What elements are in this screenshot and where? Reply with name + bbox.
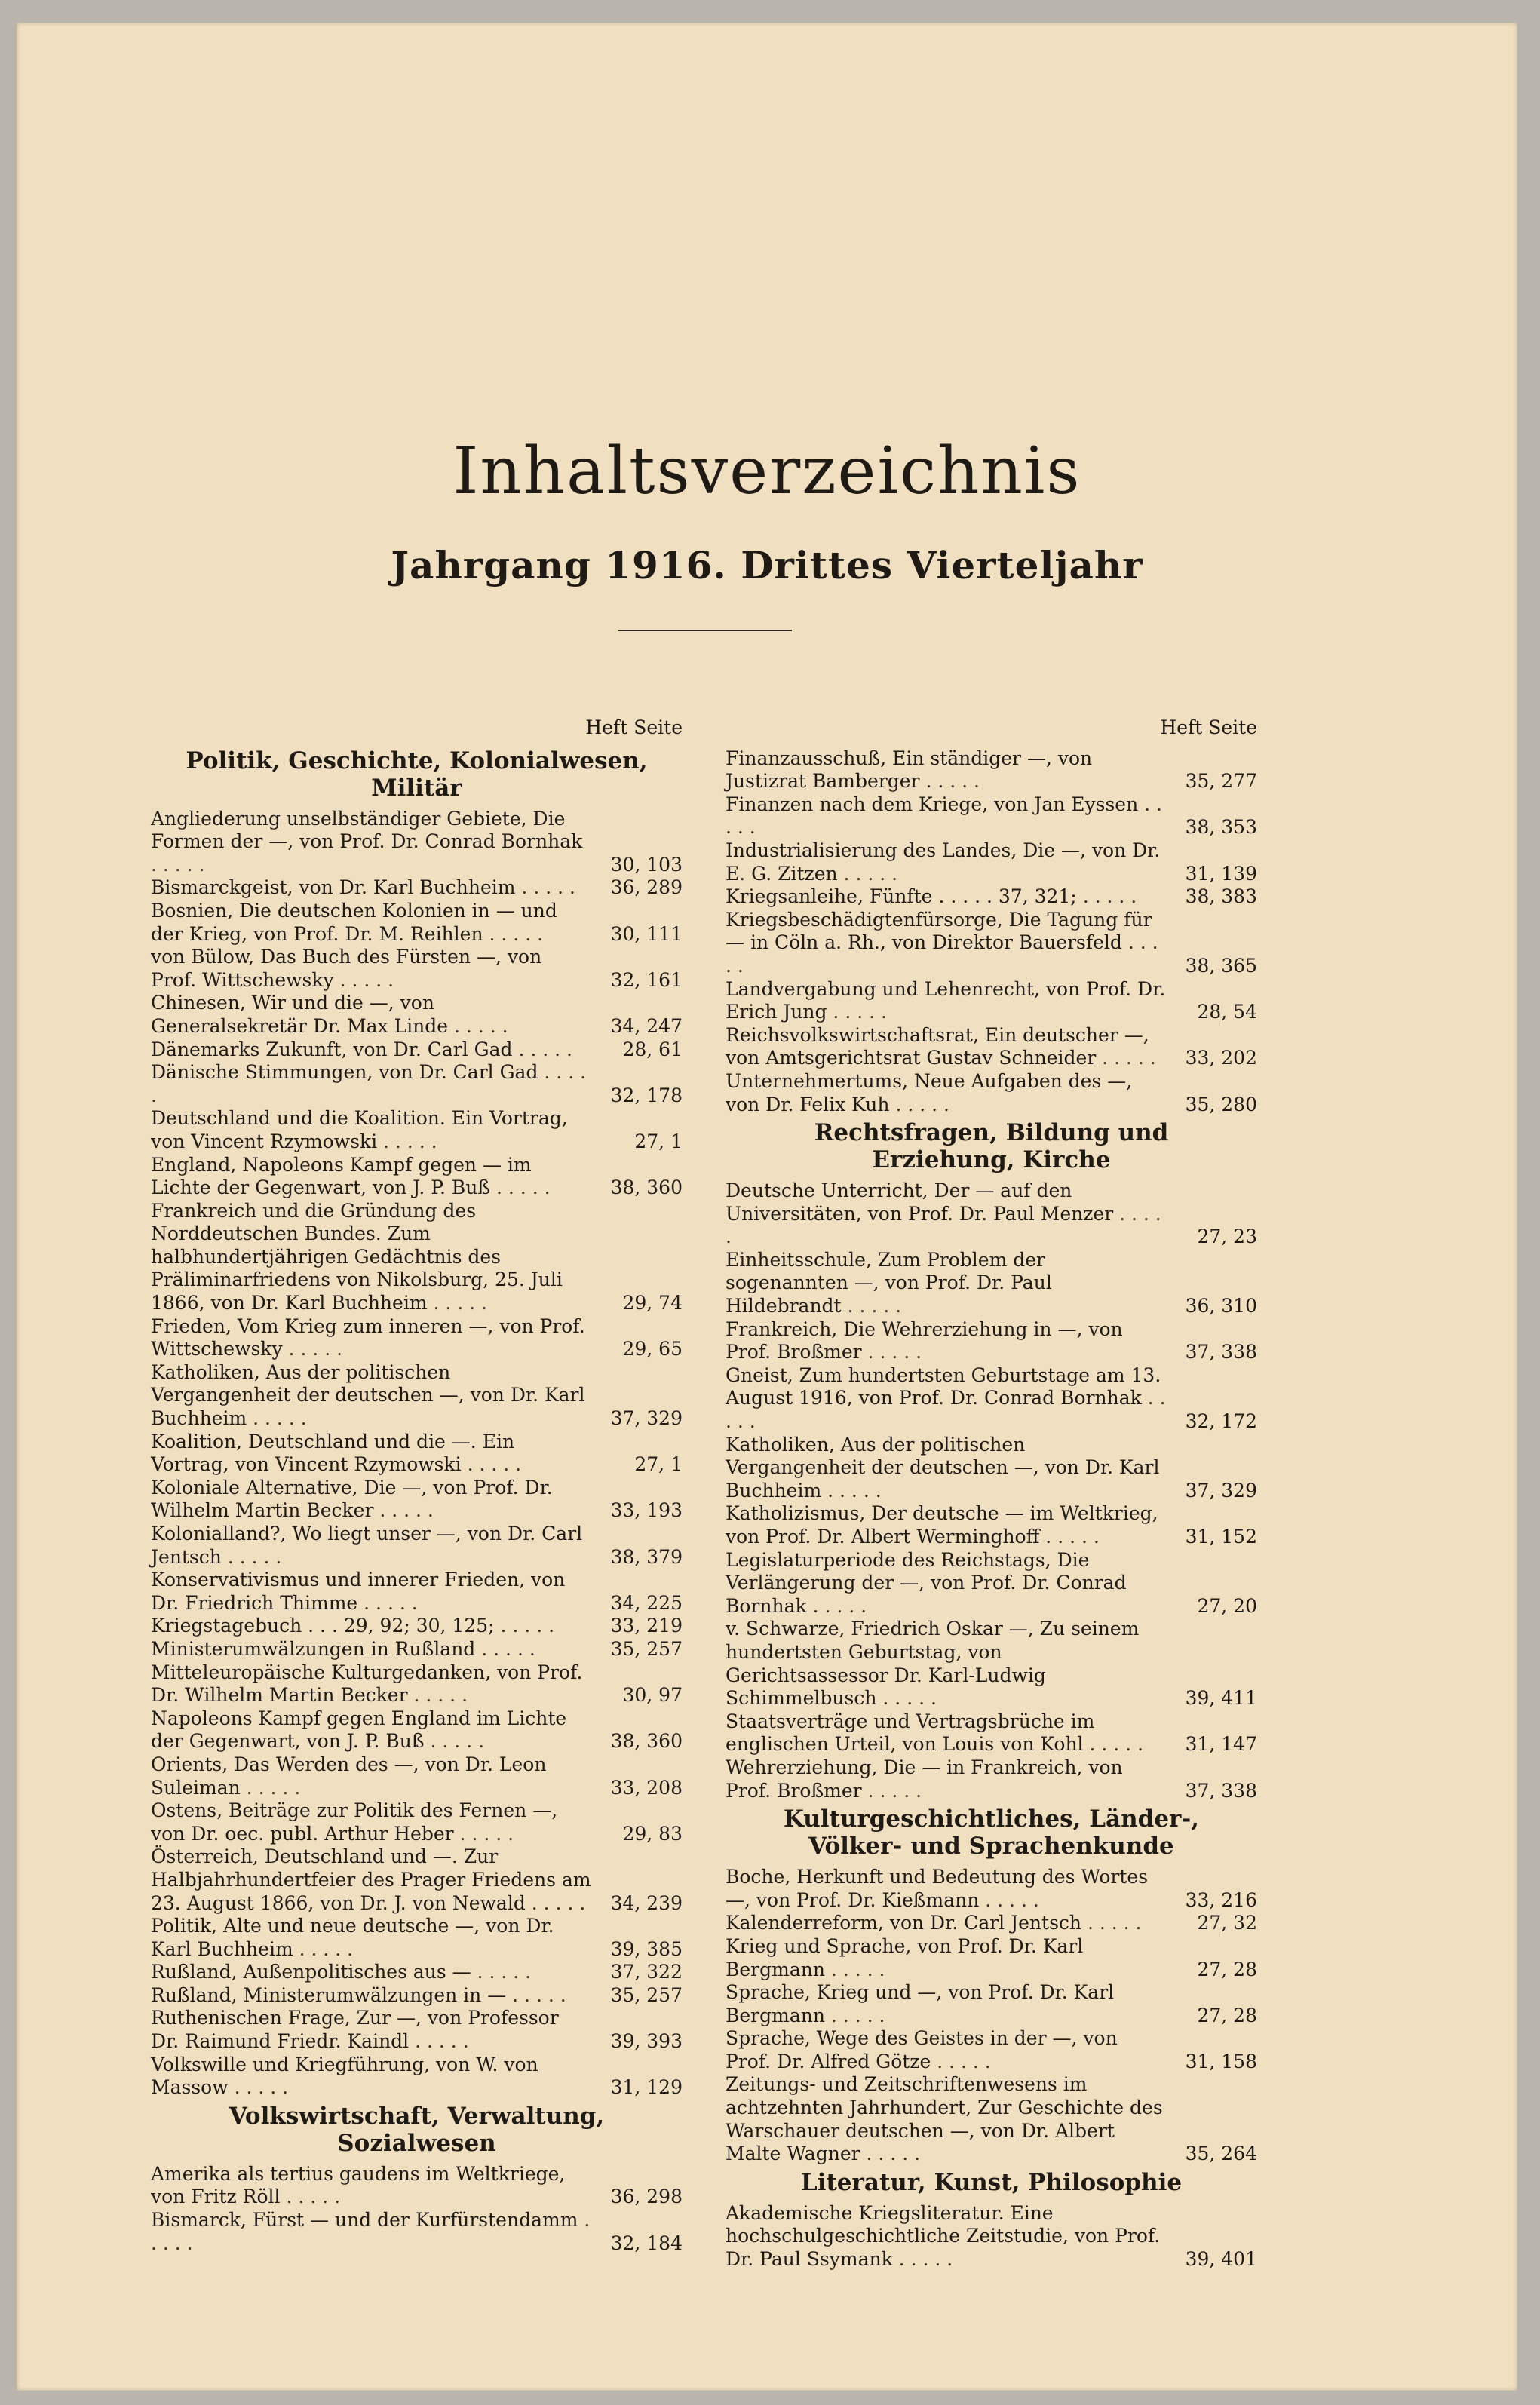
toc-entry <box>726 839 1257 885</box>
section-heading: Volkswirtschaft, Verwaltung, Sozialwesen <box>229 2102 605 2157</box>
entry-title: Sprache, Krieg und —, von Prof. Dr. Karl Bergmann . . . <box>726 1981 1167 2027</box>
entry-pages: 35, 264 <box>1185 2143 1257 2165</box>
entry-pages: 33, 208 <box>610 1776 683 1799</box>
toc-entry <box>151 2007 683 2053</box>
entry-title: Katholiken, Aus der politischen Vergangenheit der deutschen —, von Dr. Karl Buchheim . . . <box>726 1434 1167 1503</box>
toc-entry <box>726 1935 1257 1981</box>
entry-pages: 27, 23 <box>1197 1226 1257 1248</box>
toc-entry <box>151 1915 683 1961</box>
entry-title: Deutschland und die Koalition. Ein Vortrag, von Vincent Rzymowski . . . <box>151 1107 592 1153</box>
toc-entry <box>151 1200 683 1315</box>
toc-entry <box>151 1523 683 1569</box>
toc-entry <box>726 1756 1257 1802</box>
entry-pages: 28, 61 <box>622 1038 683 1060</box>
toc-entry <box>151 1615 683 1638</box>
toc-entry <box>151 808 683 877</box>
toc-entry <box>151 1431 683 1477</box>
entry-title: Ruthenischen Frage, Zur —, von Professor Dr. Raimund Friedr. Kaindl . . . <box>151 2007 592 2053</box>
entry-title: England, Napoleons Kampf gegen — im Lichte der Gegenwart, von J. P. Buß . . . <box>151 1154 592 1200</box>
entry-pages: 27, 32 <box>1197 1912 1257 1934</box>
entry-pages: 28, 54 <box>1197 1001 1257 1023</box>
entry-title: Boche, Herkunft und Bedeutung des Wortes —, von Prof. Dr. Kießmann . . . <box>726 1866 1167 1912</box>
entry-title: Zeitungs- und Zeitschriftenwesens im achtzehnten Jahrhundert, Zur Geschichte des Warschauer deutschen —, von Dr. Albert Malte Wagner . . . <box>726 2073 1167 2165</box>
entry-pages: 32, 178 <box>610 1084 683 1106</box>
entry-pages: 38, 360 <box>610 1730 683 1753</box>
entry-pages: 31, 129 <box>610 2076 683 2099</box>
right-column <box>726 716 1257 2272</box>
toc-entry <box>151 2163 683 2209</box>
entry-title: Reichsvolkswirtschaftsrat, Ein deutscher —, von Amtsgerichtsrat Gustav Schneider . . . <box>726 1024 1167 1070</box>
entry-pages: 36, 298 <box>610 2186 683 2208</box>
toc-entry <box>726 1981 1257 2027</box>
entry-pages: 33, 193 <box>610 1499 683 1522</box>
entry-title: von Bülow, Das Buch des Fürsten —, von Prof. Wittschewsky . . . <box>151 946 592 992</box>
toc-entry <box>726 747 1257 793</box>
toc-entry <box>726 2027 1257 2073</box>
toc-entry <box>726 1318 1257 1364</box>
entry-title: Kalenderreform, von Dr. Carl Jentsch . . . <box>726 1912 1167 1935</box>
entry-title: Amerika als tertius gaudens im Weltkriege, von Fritz Röll . . . <box>151 2163 592 2209</box>
entry-pages: 39, 411 <box>1185 1687 1257 1710</box>
page-subtitle: Jahrgang 1916. Drittes Vierteljahr <box>391 543 1143 587</box>
entry-title: v. Schwarze, Friedrich Oskar —, Zu seinem hundertsten Geburtstag, von Gerichtsassessor Dr. Karl-Ludwig Schimmelbusch . . . <box>726 1618 1167 1710</box>
entry-pages: 31, 152 <box>1185 1526 1257 1548</box>
left-column <box>151 716 683 2255</box>
toc-entry <box>726 1618 1257 1710</box>
entry-title: Sprache, Wege des Geistes in der —, von Prof. Dr. Alfred Götze . . . <box>726 2027 1167 2073</box>
entry-title: Legislaturperiode des Reichstags, Die Verlängerung der —, von Prof. Dr. Conrad Bornhak . . . <box>726 1549 1167 1618</box>
section-heading: Literatur, Kunst, Philosophie <box>800 2168 1183 2196</box>
toc-entry <box>151 1061 683 1107</box>
toc-entry <box>151 1107 683 1153</box>
entry-pages: 34, 239 <box>610 1891 683 1914</box>
entry-title: Dänemarks Zukunft, von Dr. Carl Gad . . . <box>151 1038 592 1062</box>
toc-entry <box>151 1361 683 1431</box>
entry-pages: 35, 257 <box>610 1637 683 1660</box>
toc-entry <box>726 1502 1257 1548</box>
toc-entry <box>151 946 683 992</box>
entry-title: Einheitsschule, Zum Problem der sogenannten —, von Prof. Dr. Paul Hildebrandt . . . <box>726 1249 1167 1318</box>
entry-title: Bismarck, Fürst — und der Kurfürstendamm . . . <box>151 2209 592 2255</box>
column-header-right: Heft Seite <box>1160 716 1257 738</box>
section-heading: Rechtsfragen, Bildung und Erziehung, Kirche <box>814 1119 1169 1174</box>
entry-pages: 29, 65 <box>622 1338 683 1360</box>
entry-title: Finanzausschuß, Ein ständiger —, von Justizrat Bamberger . . . <box>726 747 1167 793</box>
entry-pages: 38, 360 <box>610 1176 683 1199</box>
entry-title: Chinesen, Wir und die —, von Generalsekretär Dr. Max Linde . . . <box>151 992 592 1038</box>
section-heading: Kulturgeschichtliches, Länder-, Völker- und Sprachenkunde <box>783 1805 1200 1861</box>
entry-title: Rußland, Außenpolitisches aus — . . . <box>151 1961 592 1984</box>
toc-entry <box>151 1638 683 1661</box>
entry-title: Staatsverträge und Vertragsbrüche im englischen Urteil, von Louis von Kohl . . . <box>726 1710 1167 1756</box>
entry-title: Akademische Kriegsliteratur. Eine hochschulgeschichtliche Zeitstudie, von Prof. Dr. Paul Ssymank . . . <box>726 2202 1167 2272</box>
entry-pages: 39, 393 <box>610 2030 683 2053</box>
toc-entry <box>726 1912 1257 1935</box>
entry-pages: 33, 216 <box>1185 1888 1257 1911</box>
entry-pages: 29, 83 <box>622 1822 683 1845</box>
entry-title: Landvergabung und Lehenrecht, von Prof. Dr. Erich Jung . . . <box>726 978 1167 1024</box>
entry-title: Bismarckgeist, von Dr. Karl Buchheim . . . <box>151 876 592 900</box>
entry-title: Kriegsbeschädigtenfürsorge, Die Tagung für — in Cöln a. Rh., von Direktor Bauersfeld . . . <box>726 909 1167 978</box>
document-page <box>17 23 1517 2391</box>
left-entry-list <box>151 747 683 2256</box>
entry-pages: 31, 139 <box>1185 862 1257 885</box>
toc-entry <box>151 1477 683 1523</box>
entry-pages: 30, 97 <box>622 1684 683 1707</box>
section-heading: Politik, Geschichte, Kolonialwesen, Militär <box>186 747 648 802</box>
entry-title: Deutsche Unterricht, Der — auf den Universitäten, von Prof. Dr. Paul Menzer . . . <box>726 1179 1167 1249</box>
entry-title: Konservativismus und innerer Frieden, von Dr. Friedrich Thimme . . . <box>151 1569 592 1615</box>
entry-title: Ostens, Beiträge zur Politik des Fernen —, von Dr. oec. publ. Arthur Heber . . . <box>151 1799 592 1845</box>
toc-entry <box>726 1364 1257 1434</box>
toc-entry <box>151 2209 683 2255</box>
toc-entry <box>726 793 1257 839</box>
toc-entry <box>726 2073 1257 2165</box>
entry-title: Katholiken, Aus der politischen Vergangenheit der deutschen —, von Dr. Karl Buchheim . . . <box>151 1361 592 1431</box>
entry-pages: 33, 219 <box>610 1615 683 1637</box>
entry-pages: 36, 310 <box>1185 1295 1257 1318</box>
toc-entry <box>726 1179 1257 1249</box>
entry-title: Koloniale Alternative, Die —, von Prof. Dr. Wilhelm Martin Becker . . . <box>151 1477 592 1523</box>
entry-title: Krieg und Sprache, von Prof. Dr. Karl Bergmann . . . <box>726 1935 1167 1981</box>
toc-entry <box>726 1249 1257 1318</box>
entry-pages: 36, 289 <box>610 876 683 899</box>
entry-title: Bosnien, Die deutschen Kolonien in — und der Krieg, von Prof. Dr. M. Reihlen . . . <box>151 900 592 946</box>
entry-pages: 30, 103 <box>610 853 683 876</box>
entry-pages: 34, 225 <box>610 1591 683 1614</box>
entry-pages: 35, 280 <box>1185 1093 1257 1115</box>
entry-pages: 33, 202 <box>1185 1047 1257 1069</box>
entry-title: Dänische Stimmungen, von Dr. Carl Gad . . . <box>151 1061 592 1107</box>
entry-title: Napoleons Kampf gegen England im Lichte der Gegenwart, von J. P. Buß . . . <box>151 1707 592 1753</box>
entry-pages: 27, 28 <box>1197 1958 1257 1980</box>
toc-entry <box>726 1070 1257 1116</box>
entry-title: Frankreich und die Gründung des Norddeutschen Bundes. Zum halbhundertjährigen Gedächtnis des Präliminarfriedens von Nikolsburg, 25. Juli 1866, von Dr. Karl Buchheim . . . <box>151 1200 592 1315</box>
entry-title: Kriegstagebuch . . . 29, 92; 30, 125; . . . <box>151 1615 592 1638</box>
entry-pages: 27, 1 <box>634 1453 683 1476</box>
toc-entry <box>726 909 1257 978</box>
entry-pages: 38, 383 <box>1185 885 1257 908</box>
toc-entry <box>726 885 1257 909</box>
toc-entry <box>151 1707 683 1753</box>
entry-title: Kolonialland?, Wo liegt unser —, von Dr. Carl Jentsch . . . <box>151 1523 592 1569</box>
entry-pages: 38, 353 <box>1185 816 1257 839</box>
entry-pages: 37, 329 <box>1185 1479 1257 1502</box>
entry-title: Kriegsanleihe, Fünfte . . . . . 37, 321; . . . <box>726 885 1167 909</box>
entry-title: Wehrerziehung, Die — in Frankreich, von Prof. Broßmer . . . <box>726 1756 1167 1802</box>
toc-entry <box>151 876 683 900</box>
toc-entry <box>151 1569 683 1615</box>
entry-title: Österreich, Deutschland und —. Zur Halbjahrhundertfeier des Prager Friedens am 23. August 1866, von Dr. J. von Newald . . . <box>151 1845 592 1915</box>
entry-pages: 31, 158 <box>1185 2050 1257 2072</box>
entry-pages: 39, 401 <box>1185 2248 1257 2271</box>
entry-pages: 35, 257 <box>610 1983 683 2006</box>
toc-entry <box>151 1038 683 1062</box>
entry-pages: 35, 277 <box>1185 770 1257 793</box>
entry-title: Katholizismus, Der deutsche — im Weltkrieg, von Prof. Dr. Albert Werminghoff . . . <box>726 1502 1167 1548</box>
entry-pages: 27, 20 <box>1197 1594 1257 1617</box>
entry-pages: 32, 161 <box>610 968 683 991</box>
entry-title: Unternehmertums, Neue Aufgaben des —, von Dr. Felix Kuh . . . <box>726 1070 1167 1116</box>
toc-entry <box>151 1154 683 1200</box>
entry-title: Frankreich, Die Wehrerziehung in —, von Prof. Broßmer . . . <box>726 1318 1167 1364</box>
entry-title: Finanzen nach dem Kriege, von Jan Eyssen . . . <box>726 793 1167 839</box>
toc-entry <box>151 1315 683 1361</box>
toc-entry <box>726 978 1257 1024</box>
entry-pages: 29, 74 <box>622 1292 683 1314</box>
toc-entry <box>151 1753 683 1799</box>
entry-title: Angliederung unselbständiger Gebiete, Die Formen der —, von Prof. Dr. Conrad Bornhak . . . <box>151 808 592 877</box>
toc-entry <box>151 1961 683 1984</box>
toc-entry <box>726 1024 1257 1070</box>
entry-title: Mitteleuropäische Kulturgedanken, von Prof. Dr. Wilhelm Martin Becker . . . <box>151 1661 592 1707</box>
entry-title: Frieden, Vom Krieg zum inneren —, von Prof. Wittschewsky . . . <box>151 1315 592 1361</box>
right-entry-list <box>726 747 1257 2272</box>
entry-pages: 31, 147 <box>1185 1733 1257 1756</box>
entry-title: Rußland, Ministerumwälzungen in — . . . <box>151 1984 592 2008</box>
entry-pages: 37, 338 <box>1185 1779 1257 1802</box>
toc-entry <box>726 1710 1257 1756</box>
entry-pages: 37, 322 <box>610 1961 683 1983</box>
toc-entry <box>151 1845 683 1915</box>
entry-pages: 32, 184 <box>610 2232 683 2254</box>
entry-pages: 27, 1 <box>634 1130 683 1152</box>
title-divider <box>618 630 792 631</box>
entry-pages: 37, 338 <box>1185 1341 1257 1364</box>
page-title: Inhaltsverzeichnis <box>452 434 1081 509</box>
entry-title: Orients, Das Werden des —, von Dr. Leon Suleiman . . . <box>151 1753 592 1799</box>
toc-entry <box>726 1434 1257 1503</box>
entry-pages: 27, 28 <box>1197 2004 1257 2026</box>
entry-title: Koalition, Deutschland und die —. Ein Vortrag, von Vincent Rzymowski . . . <box>151 1431 592 1477</box>
toc-entry <box>151 1799 683 1845</box>
toc-entry <box>726 1549 1257 1618</box>
entry-pages: 38, 365 <box>1185 954 1257 977</box>
entry-pages: 32, 172 <box>1185 1410 1257 1433</box>
toc-entry <box>726 2202 1257 2272</box>
column-header-left: Heft Seite <box>585 716 683 738</box>
entry-pages: 38, 379 <box>610 1545 683 1568</box>
toc-entry <box>726 1866 1257 1912</box>
toc-entry <box>151 2054 683 2100</box>
entry-pages: 30, 111 <box>610 922 683 945</box>
entry-title: Politik, Alte und neue deutsche —, von Dr. Karl Buchheim . . . <box>151 1915 592 1961</box>
toc-entry <box>151 992 683 1038</box>
entry-title: Ministerumwälzungen in Rußland . . . <box>151 1638 592 1661</box>
entry-pages: 34, 247 <box>610 1014 683 1037</box>
toc-entry <box>151 1984 683 2008</box>
entry-pages: 39, 385 <box>610 1937 683 1960</box>
entry-title: Gneist, Zum hundertsten Geburtstage am 13. August 1916, von Prof. Dr. Conrad Bornhak . . . <box>726 1364 1167 1434</box>
entry-title: Industrialisierung des Landes, Die —, von Dr. E. G. Zitzen . . . <box>726 839 1167 885</box>
entry-pages: 37, 329 <box>610 1407 683 1430</box>
toc-entry <box>151 1661 683 1707</box>
entry-title: Volkswille und Kriegführung, von W. von Massow . . . <box>151 2054 592 2100</box>
toc-entry <box>151 900 683 946</box>
